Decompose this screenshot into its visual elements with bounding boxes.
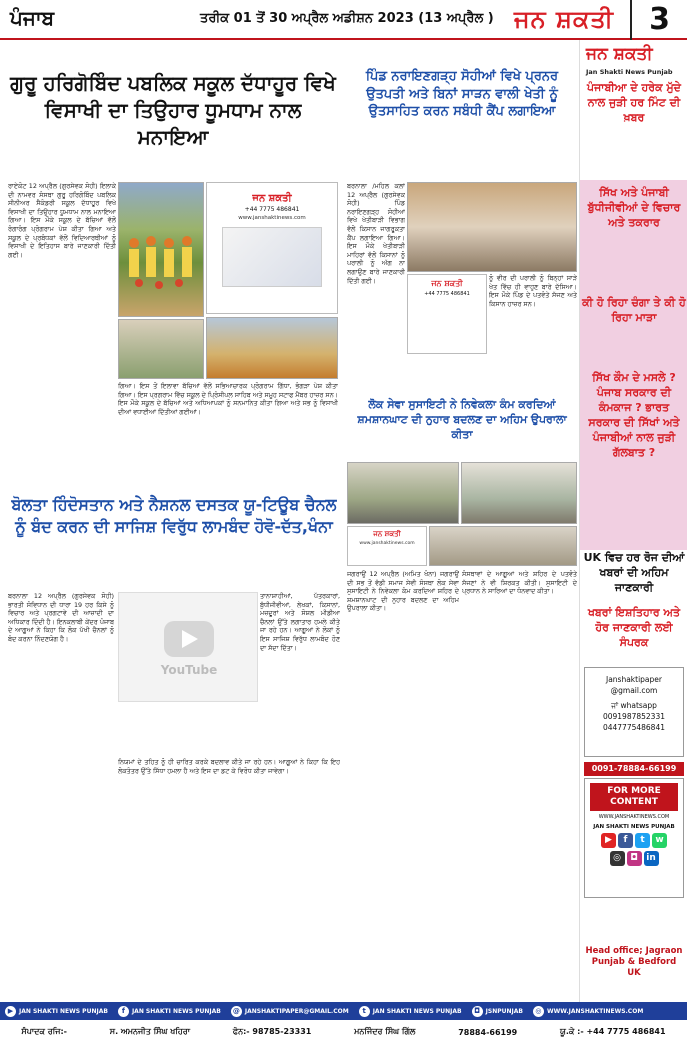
article-headline: ਲੋਕ ਸੇਵਾ ਸੁਸਾਇਟੀ ਨੇ ਨਿਵੇਕਲਾ ਕੰਮ ਕਰਦਿਆਂ ਸ਼ਮਸ਼ਾਨਘਾਟ ਦੀ ਨੁਹਾਰ ਬਦਲਣ ਦਾ ਅਹਿਮ ਉਪਰਾਲਾ ਕੀਤਾ	[357, 398, 567, 441]
article-vaisakhi	[0, 42, 345, 490]
facebook-icon: f	[118, 1006, 129, 1017]
article-body: ਰਾਏਕੋਟ 12 ਅਪ੍ਰੈਲ (ਗੁਰਸੇਵਕ ਸੋਹੀ) ਇਲਾਕੇ ਦੀ ਨਾਮਵਰ ਸੰਸਥਾ ਗੁਰੂ ਹਰਿਗੋਬਿੰਦ ਪਬਲਿਕ ਸੀਨੀਅਰ ਸੈਕੰਡਰੀ ਸਕੂਲ ਦੱਧਾਹੂਰ ਵਿਖੇ ਵਿਸਾਖੀ ਦਾ ਤਿਉਹਾਰ ਧੂਮਧਾਮ ਨਾਲ ਮਨਾਇਆ ਗਿਆ। ਇਸ ਮੌਕੇ ਸਕੂਲ ਦੇ ਬੱਚਿਆਂ ਵੱਲੋਂ ਰੰਗਾਰੰਗ ਪ੍ਰੋਗਰਾਮ ਪੇਸ਼ ਕੀਤਾ ਗਿਆ ਅਤੇ ਸਕੂਲ ਦੇ ਪ੍ਰਬੰਧਕਾਂ ਵੱਲੋਂ ਵਿਦਿਆਰਥੀਆਂ ਨੂੰ ਵਿਸਾਖੀ ਦੇ ਇਤਿਹਾਸ ਬਾਰੇ ਜਾਣਕਾਰੀ ਦਿੱਤੀ ਗਈ।	[8, 182, 116, 259]
sidebar-blurb: ਪੰਜਾਬੀਆ ਦੇ ਹਰੇਕ ਮੁੱਦੇ ਨਾਲ ਜੁੜੀ ਹਰ ਮਿੰਟ ਦੀ ਖ਼ਬਰ	[587, 81, 681, 124]
society-crowd-photo	[429, 526, 577, 566]
photo-figures-icon	[119, 183, 204, 317]
social-row	[585, 833, 683, 848]
article-body-cont: ਤਾਨਾਸ਼ਾਹੀਆਂ, ਪੱਤਰਕਾਰਾਂ, ਬੁੱਧੀਜੀਵੀਆਂ, ਲੇਖਕਾਂ, ਕਿਸਾਨਾਂ, ਮਜ਼ਦੂਰਾਂ ਅਤੇ ਸੋਸ਼ਲ ਮੀਡੀਆ ਚੈਨਲਾਂ ਉੱਤੇ ਲਗਾਤਾਰ ਹਮਲੇ ਕੀਤੇ ਜਾ ਰਹੇ ਹਨ। ਆਗੂਆਂ ਨੇ ਲੋਕਾਂ ਨੂੰ ਇਸ ਸਾਜਿਸ਼ ਵਿਰੁੱਧ ਲਾਮਬੰਦ ਹੋਣ ਦਾ ਸੱਦਾ ਦਿੱਤਾ।	[260, 592, 340, 652]
contact-box	[584, 667, 684, 757]
sidebar-blurb: UK ਵਿਚ ਹਰ ਰੋਜ ਦੀਆਂ ਖਬਰਾਂ ਦੀ ਅਹਿਮ ਜਾਣਕਾਰੀ	[583, 551, 685, 594]
article-body-cont: ਸੰਸਥਾਵਾਂ ਦੇ ਆਗੂਆਂ ਅਤੇ ਸ਼ਹਿਰ ਦੇ ਪਤਵੰਤੇ ਸੱਜਣਾਂ ਨੇ ਵੀ ਸ਼ਿਰਕਤ ਕੀਤੀ। ਸੁਸਾਇਟੀ ਦੇ ਪ੍ਰਧਾਨ ਨੇ ਸਾਰਿਆਂ ਦਾ ਧੰਨਵਾਦ ਕੀਤਾ।	[462, 570, 577, 596]
social-row-2	[585, 851, 683, 866]
youtube-logo-photo	[118, 592, 258, 702]
contact-whatsapp[interactable]: 0091987852331	[602, 712, 666, 721]
footer-uk-phone: ਯੂ.ਕੇ :- +44 7775 486841	[560, 1027, 666, 1036]
ad-website: www.janshaktinews.com	[238, 215, 306, 221]
society-group-photo	[347, 462, 459, 524]
ad-phone: +44 7775 486841	[244, 206, 300, 213]
bottom-bar-item[interactable]: @ JANSHAKTIPAPER@GMAIL.COM	[232, 1006, 349, 1015]
website-icon: ◎	[533, 1006, 544, 1017]
website-icon[interactable]: ◎	[610, 851, 625, 866]
youtube-icon: ▶	[5, 1006, 16, 1017]
article-body: ਬਰਨਾਲਾ /ਮਹਿਲ ਕਲਾਂ 12 ਅਪ੍ਰੈਲ (ਗੁਰਸੇਵਕ ਸੋਹੀ) ਪਿੰਡ ਨਰਾਇਣਗੜ੍ਹ ਸੋਹੀਆਂ ਵਿਖੇ ਖੇਤੀਬਾੜੀ ਵਿਭਾਗ ਵੱਲੋਂ ਕਿਸਾਨ ਜਾਗਰੂਕਤਾ ਕੈਂਪ ਲਗਾਇਆ ਗਿਆ। ਇਸ ਮੌਕੇ ਖੇਤੀਬਾੜੀ ਮਾਹਿਰਾਂ ਵੱਲੋਂ ਕਿਸਾਨਾਂ ਨੂੰ ਪਰਾਲੀ ਨੂੰ ਅੱਗ ਨਾ ਲਗਾਉਣ ਬਾਰੇ ਜਾਣਕਾਰੀ ਦਿੱਤੀ ਗਈ।	[347, 182, 405, 285]
youtube-label: YouTube	[160, 663, 218, 677]
twitter-icon[interactable]: t	[635, 833, 650, 848]
bottom-bar-item[interactable]: f JAN SHAKTI NEWS PUNJAB	[113, 1006, 226, 1017]
article-farming-camp	[345, 42, 579, 390]
footer-phone-2: 78884-66199	[458, 1027, 518, 1037]
edition-date: ਤਰੀਕ 01 ਤੋਂ 30 ਅਪ੍ਰੈਲ ਅਡੀਸ਼ਨ 2023 (13 ਅਪ੍ਰੈਲ )	[200, 11, 494, 26]
contact-phone[interactable]: 0091-78884-66199	[584, 762, 684, 776]
article-headline: ਪਿੰਡ ਨਰਾਇਣਗੜ੍ਹ ਸੋਹੀਆਂ ਵਿਖੇ ਪ੍ਰਨਰ ਉਤਪਤੀ ਅਤੇ ਬਿਨਾਂ ਸਾੜਨ ਵਾਲੀ ਖੇਤੀ ਨੂੰ ਉਤਸਾਹਿਤ ਕਰਨ ਸਬੰਧੀ ਕੈਂਪ ਲਗਾਇਆ	[365, 69, 559, 120]
footer-manager: ਮਨਜਿੰਦਰ ਸਿੰਘ ਗਿੱਲ	[354, 1027, 416, 1036]
ad-logo: ਜਨ ਸ਼ਕਤੀ	[431, 279, 463, 288]
jan-shakti-ad-small	[407, 274, 487, 354]
more-content-box	[584, 778, 684, 898]
newspaper-logo: ਜਨ ਸ਼ਕਤੀ	[514, 4, 614, 33]
instagram-icon: ◘	[472, 1006, 483, 1017]
footer-phone: ਫੋਨ:- 98785-23331	[232, 1027, 312, 1036]
article-headline: ਗੁਰੂ ਹਰਿਗੋਬਿੰਦ ਪਬਲਿਕ ਸਕੂਲ ਦੱਧਾਹੂਰ ਵਿਖੇ ਵਿਸਾਖੀ ਦਾ ਤਿਉਹਾਰ ਧੂਮਧਾਮ ਨਾਲ ਮਨਾਇਆ	[10, 71, 336, 149]
ad-logo: ਜਨ ਸ਼ਕਤੀ	[252, 193, 292, 204]
youtube-play-icon	[119, 593, 258, 702]
article-body: ਜਗਰਾਉਂ 12 ਅਪ੍ਰੈਲ (ਅਮਿਤ ਖੰਨਾ) ਜਗਰਾਉਂ ਦੀ ਸਭ ਤੋਂ ਵੱਡੀ ਸਮਾਜ ਸੇਵੀ ਸੰਸਥਾ ਲੋਕ ਸੇਵਾ ਸੁਸਾਇਟੀ ਨੇ ਨਿਵੇਕਲਾ ਕੰਮ ਕਰਦਿਆਂ ਸ਼ਹਿਰ ਦੇ ਸ਼ਮਸ਼ਾਨਘਾਟ ਦੀ ਨੁਹਾਰ ਬਦਲਣ ਦਾ ਅਹਿਮ ਉਪਰਾਲਾ ਕੀਤਾ।	[347, 570, 459, 613]
page-number: 3	[630, 0, 687, 40]
bottom-bar-item[interactable]: ▶ JAN SHAKTI NEWS PUNJAB	[0, 1006, 113, 1017]
whatsapp-icon[interactable]: w	[652, 833, 667, 848]
jan-shakti-ad	[206, 182, 338, 314]
email-icon: @	[232, 1006, 240, 1015]
page-footer	[0, 1021, 687, 1043]
ad-website: www.janshaktinews.com	[359, 541, 415, 546]
article-body-cont2: ਨਿਯਮਾਂ ਦੇ ਤਹਿਤ ਨੂੰ ਹੀ ਚਾਰਿਤ ਕਰਕੇ ਬਦਲਾਵ ਕੀਤੇ ਜਾ ਰਹੇ ਹਨ। ਆਗੂਆਂ ਨੇ ਕਿਹਾ ਕਿ ਇਹ ਲੋਕਤੰਤਰ ਉੱਤੇ ਸਿੱਧਾ ਹਮਲਾ ਹੈ ਅਤੇ ਇਸ ਦਾ ਡਟ ਕੇ ਵਿਰੋਧ ਕੀਤਾ ਜਾਵੇਗਾ।	[118, 758, 340, 775]
linkedin-icon[interactable]: in	[644, 851, 659, 866]
footer-editor-name: ਸ. ਅਮਨਜੀਤ ਸਿੰਘ ਖਹਿਰਾ	[109, 1027, 191, 1036]
more-content-website[interactable]: WWW.JANSHAKTINEWS.COM	[598, 814, 670, 820]
bottom-bar-item[interactable]: ◎ WWW.JANSHAKTINEWS.COM	[528, 1006, 648, 1017]
article-youtube-channel	[0, 490, 345, 1000]
section-title: ਪੰਜਾਬ	[10, 6, 55, 30]
more-content-channel: JAN SHAKTI NEWS PUNJAB	[593, 824, 675, 830]
contact-whatsapp-label: ਜਾਂ whatsapp	[611, 701, 657, 710]
social-bottom-bar	[0, 1002, 687, 1020]
ad-phone: +44 7775 486841	[424, 291, 470, 297]
bottom-bar-item[interactable]: ◘ JSNPUNJAB	[467, 1006, 528, 1017]
school-students-photo	[206, 317, 338, 379]
article-headline: ਬੋਲਤਾ ਹਿੰਦੋਸਤਾਨ ਅਤੇ ਨੈਸ਼ਨਲ ਦਸਤਕ ਯੂ-ਟਿਊਬ ਚੈਨਲ ਨੂੰ ਬੰਦ ਕਰਨ ਦੀ ਸਾਜਿਸ਼ ਵਿਰੁੱਧ ਲਾਮਬੰਦ ਹੋਵੋ-ਦੱਤ,ਖੰਨਾ	[11, 495, 337, 536]
footer-editor-label: ਸੰਪਾਦਕ ਰਜਿ:-	[21, 1027, 67, 1036]
head-office: Head office; Jagraon Punjab & Bedford UK	[585, 946, 683, 978]
sidebar-subtitle: Jan Shakti News Punjab	[586, 68, 673, 76]
sidebar-blurb: ਕੀ ਹੋ ਰਿਹਾ ਚੰਗਾ ਤੇ ਕੀ ਹੋ ਰਿਹਾ ਮਾੜਾ	[582, 296, 686, 324]
society-event-photo	[461, 462, 577, 524]
article-body: ਬਰਨਾਲਾ 12 ਅਪ੍ਰੈਲ (ਗੁਰਸੇਵਕ ਸੋਹੀ) ਭਾਰਤੀ ਸੰਵਿਧਾਨ ਦੀ ਧਾਰਾ 19 ਹਰ ਕਿਸੇ ਨੂੰ ਵਿਚਾਰ ਅਤੇ ਪ੍ਰਗਟਾਵੇ ਦੀ ਆਜ਼ਾਦੀ ਦਾ ਅਧਿਕਾਰ ਦਿੰਦੀ ਹੈ। ਇਨਕਲਾਬੀ ਕੇਂਦਰ ਪੰਜਾਬ ਦੇ ਆਗੂਆਂ ਨੇ ਕਿਹਾ ਕਿ ਲੋਕ ਪੱਖੀ ਚੈਨਲਾਂ ਨੂੰ ਬੰਦ ਕਰਨਾ ਨਿੰਦਣਯੋਗ ਹੈ।	[8, 592, 114, 643]
ad-graphic	[222, 227, 322, 287]
twitter-icon: t	[359, 1006, 370, 1017]
sidebar-logo: ਜਨ ਸ਼ਕਤੀ	[586, 44, 653, 64]
article-cremation-ground	[345, 390, 579, 595]
article-body-cont: ਨੂੰ ਵੀਰ ਦੀ ਪਰਾਲੀ ਨੂੰ ਬਿਨ੍ਹਾਂ ਸਾੜੇ ਖੇਤ ਵਿੱਚ ਹੀ ਵਾਹੁਣ ਬਾਰੇ ਦੱਸਿਆ। ਇਸ ਮੌਕੇ ਪਿੰਡ ਦੇ ਪਤਵੰਤੇ ਸੱਜਣ ਅਤੇ ਕਿਸਾਨ ਹਾਜ਼ਰ ਸਨ।	[489, 274, 577, 308]
school-group-photo	[118, 182, 204, 317]
school-stage-photo	[118, 319, 204, 379]
youtube-icon[interactable]: ▶	[601, 833, 616, 848]
sidebar	[579, 40, 687, 1002]
jan-shakti-ad-mini	[347, 526, 427, 566]
more-content-title: FOR MORE CONTENT	[590, 783, 678, 811]
sidebar-blurb: ਸਿੱਖ ਅਤੇ ਪੰਜਾਬੀ ਬੁੱਧੀਜੀਵੀਆਂ ਦੇ ਵਿਚਾਰ ਅਤੇ ਤਕਰਾਰ	[587, 186, 681, 229]
sidebar-blurb: ਖਬਰਾਂ ਇਸ਼ਤਿਹਾਰ ਅਤੇ ਹੋਰ ਜਾਣਕਾਰੀ ਲਈ ਸੰਪਰਕ	[587, 606, 681, 649]
facebook-icon[interactable]: f	[618, 833, 633, 848]
sidebar-pink-panel	[580, 180, 687, 550]
ad-logo: ਜਨ ਸ਼ਕਤੀ	[373, 530, 401, 538]
sidebar-blurb: ਸਿੱਖ ਕੌਮ ਦੇ ਮਸਲੇ ? ਪੰਜਾਬ ਸਰਕਾਰ ਦੀ ਕੰਮਕਾਜ ? ਭਾਰਤ ਸਰਕਾਰ ਦੀ ਸਿੱਖਾਂ ਅਤੇ ਪੰਜਾਬੀਆਂ ਨਾਲ ਜੁੜੀ ਗੱਲਬਾਤ ?	[588, 371, 680, 459]
article-body-cont: ਗਿਆ। ਇਸ ਤੋਂ ਇਲਾਵਾ ਬੱਚਿਆਂ ਵੱਲੋਂ ਸਭਿਆਚਾਰਕ ਪ੍ਰੋਗਰਾਮ ਗਿੱਧਾ, ਭੰਗੜਾ ਪੇਸ਼ ਕੀਤਾ ਗਿਆ। ਇਸ ਪ੍ਰਗਰਾਮ ਵਿੱਚ ਸਕੂਲ ਦੇ ਪ੍ਰਿੰਸੀਪਲ ਸਾਹਿਬ ਅਤੇ ਸਮੂਹ ਸਟਾਫ ਮੈਂਬਰ ਹਾਜ਼ਰ ਸਨ। ਇਸ ਮੌਕੇ ਸਕੂਲ ਦੇ ਬੱਚਿਆਂ ਅਤੇ ਅਧਿਆਪਕਾਂ ਨੂੰ ਸਨਮਾਨਿਤ ਕੀਤਾ ਗਿਆ ਅਤੇ ਸਭ ਨੂੰ ਵਿਸਾਖੀ ਦੀਆਂ ਵਧਾਈਆਂ ਦਿੱਤੀਆਂ ਗਈਆਂ।	[118, 382, 338, 416]
contact-email[interactable]: Janshaktipaper @gmail.com	[605, 675, 662, 695]
bottom-bar-item[interactable]: t JAN SHAKTI NEWS PUNJAB	[354, 1006, 467, 1017]
camp-photo	[407, 182, 577, 272]
page-header	[0, 0, 687, 40]
instagram-icon[interactable]: ◘	[627, 851, 642, 866]
contact-whatsapp-2[interactable]: 0447775486841	[602, 723, 666, 732]
